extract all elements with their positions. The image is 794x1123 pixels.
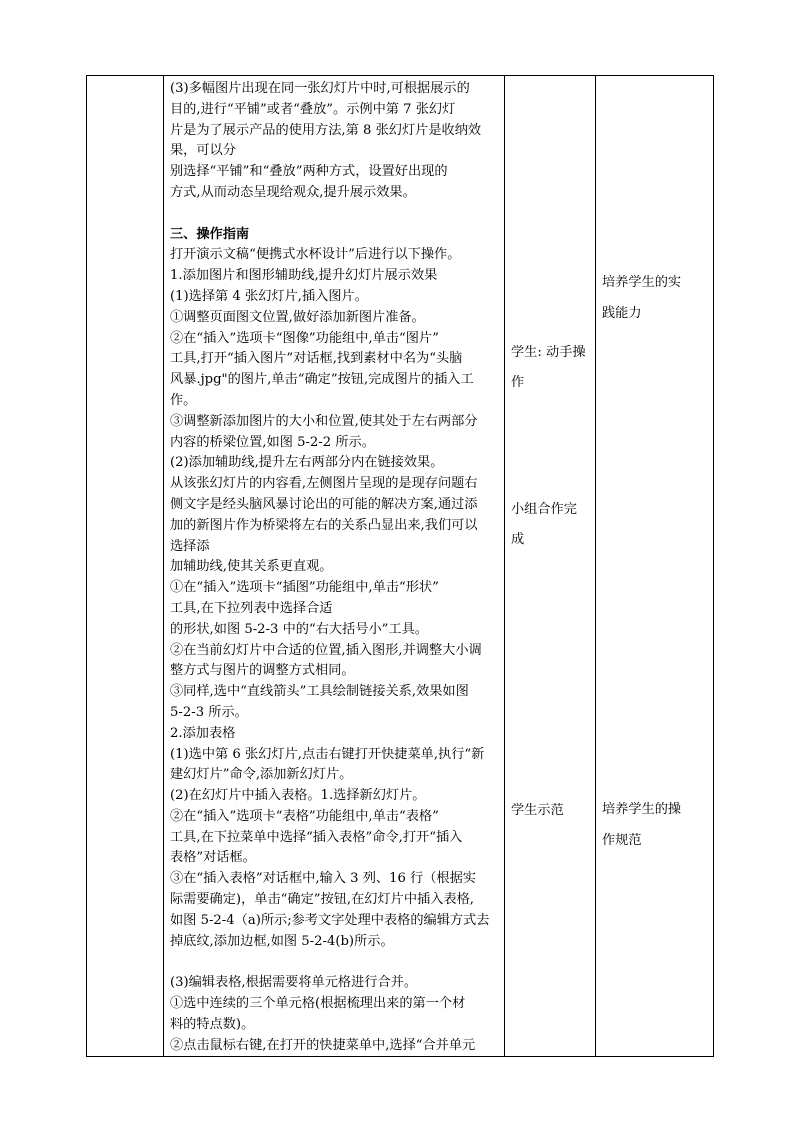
content-line <box>170 952 500 973</box>
content-line: 掉底纹,添加边框,如图 5-2-4(b)所示。 <box>170 933 394 949</box>
content-line: 如图 5-2-4（a)所示;参考文字处理中表格的编辑方式去 <box>170 912 490 928</box>
content-line: 际需要确定)，单击“确定”按钮,在幻灯片中插入表格, <box>170 892 474 908</box>
content-line: 风暴.jpg"的图片,单击“确定”按钮,完成图片的插入工 <box>170 372 474 388</box>
content-line: 内容的桥梁位置,如图 5-2-2 所示。 <box>170 434 375 450</box>
content-line: 工具,在下拉菜单中选择“插入表格”命令,打开“插入 <box>170 829 463 845</box>
content-line: (1)选择第 4 张幻灯片,插入图片。 <box>170 288 368 304</box>
content-line: (2)添加辅助线,提升左右两部分内在链接效果。 <box>170 455 444 471</box>
content-line: 建幻灯片”命令,添加新幻灯片。 <box>170 767 353 783</box>
content-line: ①调整页面图文位置,做好添加新图片准备。 <box>170 309 425 325</box>
content-line: 的形状,如图 5-2-3 中的“右大括号小”工具。 <box>170 621 428 637</box>
content-line: 工具,在下拉列表中选择合适 <box>170 600 333 616</box>
student-activity-cell <box>505 76 596 1057</box>
content-line: 方式,从而动态呈现给观众,提升展示效果。 <box>170 184 416 200</box>
content-line <box>170 204 500 225</box>
lesson-plan-table <box>86 75 714 1057</box>
design-intent-line: 作规范 <box>602 833 642 848</box>
teaching-content <box>170 79 500 1056</box>
content-line: 工具,打开“插入图片”对话框,找到素材中名为“头脑 <box>170 351 463 367</box>
design-intent-line: 培养学生的实 <box>602 275 682 290</box>
content-line: 打开演示文稿“便携式水杯设计”后进行以下操作。 <box>170 247 461 263</box>
student-activity-line: 小组合作完 <box>511 502 577 517</box>
content-line: 目的,进行“平铺”或者“叠放”。示例中第 7 张幻灯 <box>170 101 456 117</box>
teaching-content-cell <box>164 76 505 1057</box>
content-line: ③同样,选中“直线箭头”工具绘制链接关系,效果如图 <box>170 684 469 700</box>
design-intent-cell <box>596 76 714 1057</box>
design-intent-line: 培养学生的操 <box>602 802 682 817</box>
content-line: 加辅助线,使其关系更直观。 <box>170 559 333 575</box>
content-line: 加的新图片作为桥梁将左右的关系凸显出来,我们可以 <box>170 517 478 533</box>
content-line: ①在“插入”选项卡“插图”功能组中,单击“形状” <box>170 580 439 596</box>
table-row <box>87 76 714 1057</box>
content-line: 果，可以分 <box>170 143 236 159</box>
content-line: (3)编辑表格,根据需要将单元格进行合并。 <box>170 975 418 991</box>
student-activity-line: 学生: 动手操 <box>511 345 586 360</box>
content-line: 从该张幻灯片的内容看,左侧图片呈现的是现存问题右 <box>170 476 478 492</box>
content-line: 5-2-3 所示。 <box>170 704 248 720</box>
section-heading: 三、操作指南 <box>170 226 250 242</box>
content-line: ②在“插入”选项卡“图像”功能组中,单击“图片” <box>170 330 439 346</box>
content-line: 侧文字是经头脑风暴讨论出的可能的解决方案,通过添 <box>170 496 478 512</box>
content-line: 2.添加表格 <box>170 725 236 741</box>
content-line: (2)在幻灯片中插入表格。1.选择新幻灯片。 <box>170 788 426 804</box>
content-line: 选择添 <box>170 538 210 554</box>
content-line: ②在“插入”选项卡“表格”功能组中,单击“表格” <box>170 808 439 824</box>
content-line: 料的特点数)。 <box>170 1016 255 1032</box>
content-line: 整方式与图片的调整方式相同。 <box>170 663 355 679</box>
student-activity-line: 成 <box>511 532 525 547</box>
student-activity-line: 作 <box>511 375 525 390</box>
content-line: ②在当前幻灯片中合适的位置,插入图形,并调整大小调 <box>170 642 482 658</box>
content-line: ②点击鼠标右键,在打开的快捷菜单中,选择“合并单元 <box>170 1037 476 1053</box>
content-line: 别选择“平铺”和“叠放”两种方式，设置好出现的 <box>170 164 448 180</box>
content-line: 作。 <box>170 392 197 408</box>
content-line: 片是为了展示产品的使用方法,第 8 张幻灯片是收纳效 <box>170 122 482 138</box>
student-activity-line: 学生示范 <box>511 803 564 818</box>
content-line: 1.添加图片和图形辅助线,提升幻灯片展示效果 <box>170 268 438 284</box>
content-line: ③调整新添加图片的大小和位置,使其处于左右两部分 <box>170 413 478 429</box>
content-line: ③在“插入表格”对话框中,输入 3 列、16 行（根据实 <box>170 871 476 887</box>
content-line: (1)选中第 6 张幻灯片,点击右键打开快捷菜单,执行“新 <box>170 746 485 762</box>
design-intent-line: 践能力 <box>602 306 642 321</box>
content-line: (3)多幅图片出现在同一张幻灯片中时,可根据展示的 <box>170 81 470 96</box>
stage-cell <box>87 76 164 1057</box>
content-line: ①选中连续的三个单元格(根据梳理出来的第一个材 <box>170 996 466 1012</box>
content-line: 表格”对话框。 <box>170 850 256 866</box>
